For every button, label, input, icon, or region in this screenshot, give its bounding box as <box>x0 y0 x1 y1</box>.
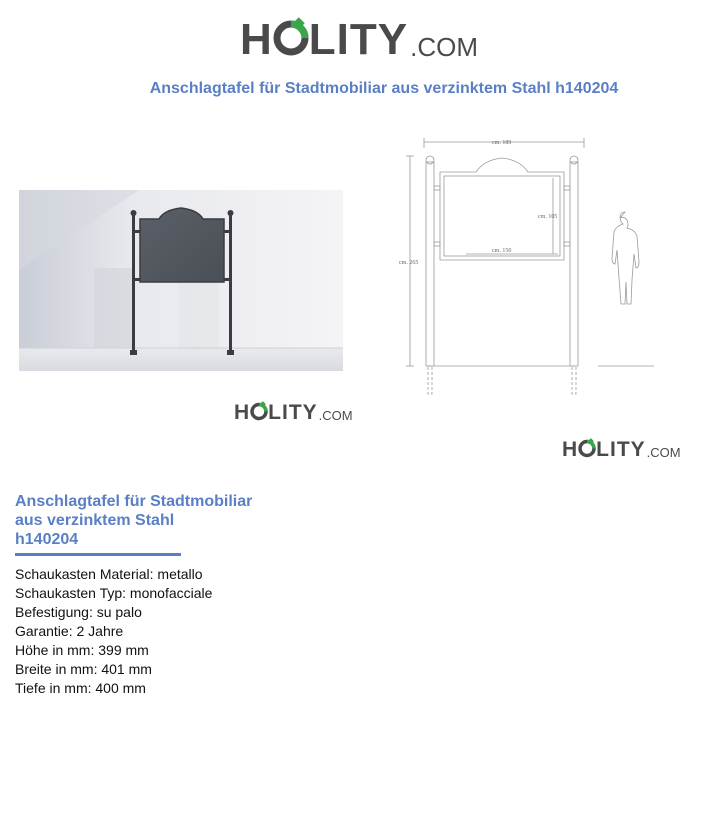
logo-o-icon <box>578 438 596 460</box>
spec-height: Höhe in mm: 399 mm <box>15 642 149 658</box>
product-title-line: aus verzinktem Stahl <box>15 512 175 529</box>
dim-total-height: cm. 265 <box>399 260 419 266</box>
spec-type: Schaukasten Typ: monofacciale <box>15 585 213 601</box>
product-title <box>15 492 275 549</box>
logo-lity: LITY <box>596 438 646 461</box>
logo-domain: .COM <box>646 445 681 460</box>
product-title-line: Anschlagtafel für Stadtmobiliar <box>15 493 253 510</box>
product-title-line: h140204 <box>15 531 79 548</box>
logo-domain: .COM <box>318 408 353 423</box>
product-photo <box>19 190 343 371</box>
spec-material: Schaukasten Material: metallo <box>15 566 203 582</box>
dim-total-width: cm. 189 <box>492 140 512 146</box>
logo-o-icon <box>273 17 309 62</box>
page-title: Anschlagtafel für Stadtmobiliar aus verzinktem Stahl h140204 <box>149 80 619 97</box>
dim-panel-height: cm. 105 <box>538 214 558 220</box>
spec-mounting: Befestigung: su palo <box>15 604 142 620</box>
spec-depth: Tiefe in mm: 400 mm <box>15 680 146 696</box>
brand-logo[interactable] <box>240 12 478 62</box>
logo-lity: LITY <box>268 401 318 424</box>
logo-h: H <box>234 401 251 424</box>
spec-width: Breite in mm: 401 mm <box>15 661 152 677</box>
logo-h: H <box>240 15 273 64</box>
brand-logo-watermark <box>234 399 353 423</box>
logo-lity: LITY <box>308 15 409 64</box>
brand-logo-watermark <box>562 436 681 460</box>
technical-drawing <box>398 134 663 396</box>
title-divider <box>15 553 181 556</box>
logo-o-icon <box>250 401 268 423</box>
spec-list <box>15 565 212 698</box>
logo-h: H <box>562 438 579 461</box>
spec-warranty: Garantie: 2 Jahre <box>15 623 124 639</box>
dim-panel-width: cm. 150 <box>492 248 512 254</box>
logo-domain: .COM <box>410 32 478 62</box>
